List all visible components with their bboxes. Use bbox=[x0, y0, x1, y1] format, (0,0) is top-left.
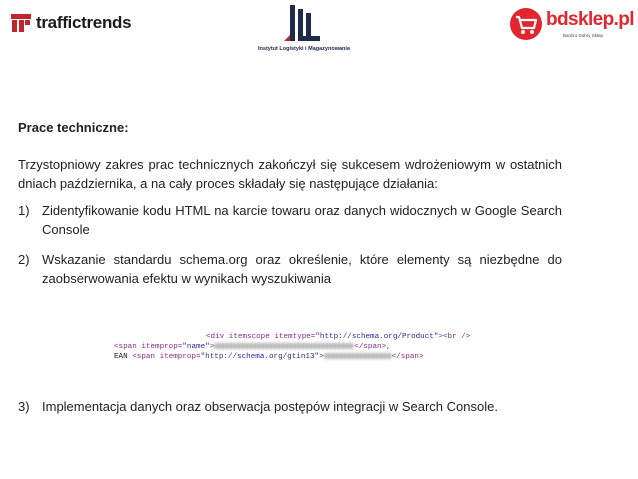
list-item bbox=[18, 250, 562, 288]
bdsklep-tagline: Bardzo Dobry Sklep bbox=[563, 33, 604, 38]
list-item-number: 2) bbox=[18, 252, 30, 267]
bdsklep-logo-text-bd: bd bbox=[546, 9, 569, 30]
list-item bbox=[18, 201, 562, 239]
bdsklep-logo-text-domain: sklep.pl bbox=[568, 9, 634, 30]
code-line2-gt: > bbox=[209, 343, 215, 351]
code-line3-value: "http://schema.org/gtin13" bbox=[200, 353, 320, 361]
code-line3-close: </span> bbox=[391, 353, 424, 361]
ilm-logo bbox=[250, 5, 358, 55]
code-line1-open: <div itemscope itemtype= bbox=[206, 333, 316, 341]
intro-paragraph: Trzystopniowy zakres prac technicznych zakończył się sukcesem wdrożeniowym w ostatnich dniach października, a na cały proces składały się następujące działania: bbox=[18, 157, 562, 191]
list-item-number: 1) bbox=[18, 203, 30, 218]
blurred-ean-value bbox=[324, 353, 392, 359]
code-snippet bbox=[114, 332, 522, 362]
section-heading: Prace techniczne: bbox=[18, 120, 129, 135]
list-item-text: Zidentyfikowanie kodu HTML na karcie towaru oraz danych widocznych w Google Search Console bbox=[42, 203, 562, 237]
ilm-logo-caption: Instytut Logistyki i Magazynowania bbox=[258, 46, 350, 52]
code-line1-value: "http://schema.org/Product" bbox=[315, 333, 439, 341]
bdsklep-logo bbox=[509, 4, 634, 48]
list-item-number: 3) bbox=[18, 399, 30, 414]
shopping-cart-icon bbox=[509, 7, 543, 41]
list-item-text: Implementacja danych oraz obserwacja postępów integracji w Search Console. bbox=[42, 399, 498, 414]
bdsklep-logo-text bbox=[546, 9, 634, 31]
list-item-text: Wskazanie standardu schema.org oraz określenie, które elementy są niezbędne do zaobserwowania efektu w wynikach wyszukiwania bbox=[42, 252, 562, 286]
code-line2-close: </span>, bbox=[354, 343, 391, 351]
code-line2-open: <span itemprop= bbox=[114, 343, 183, 351]
code-line3-open: <span itemprop= bbox=[132, 353, 201, 361]
traffictrends-logo-text: traffictrends bbox=[36, 13, 132, 32]
slide-content bbox=[18, 118, 562, 288]
code-line2-value: "name" bbox=[182, 343, 210, 351]
code-line3-prefix: EAN bbox=[114, 353, 133, 361]
list-item bbox=[18, 397, 562, 416]
code-line1-close: ><br /> bbox=[438, 333, 471, 341]
blurred-product-name bbox=[214, 343, 354, 349]
code-line3-gt: > bbox=[319, 353, 324, 361]
traffictrends-logo bbox=[10, 12, 131, 34]
traffictrends-logo-icon bbox=[10, 12, 32, 34]
ilm-logo-icon bbox=[284, 5, 324, 43]
